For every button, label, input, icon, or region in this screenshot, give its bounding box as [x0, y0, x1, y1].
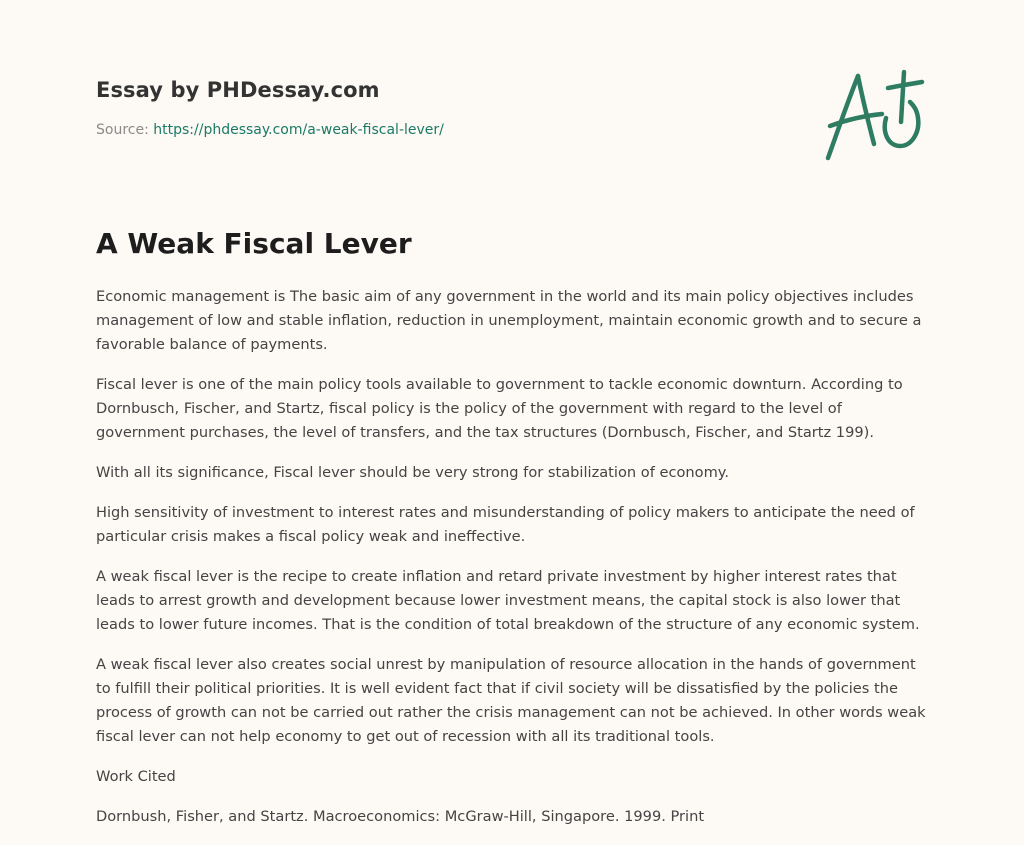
citation-entry: Dornbush, Fisher, and Startz. Macroeconomics: McGraw-Hill, Singapore. 1999. Print: [96, 808, 705, 825]
a-plus-grade-icon: [818, 66, 930, 166]
paragraph: Fiscal lever is one of the main policy tools available to government to tackle economic downturn. According to Dornbusch, Fischer, and Startz, fiscal policy is the policy of the government with regard to the level of government purchases, the level of transfers, and the tax structures (Dornbusch, Fischer, and Startz 199).: [96, 376, 903, 441]
paragraph: A weak fiscal lever also creates social unrest by manipulation of resource allocation in the hands of government to fulfill their political priorities. It is well evident fact that if civil society will be dissatisfied by the policies the process of growth can not be carried out rather the crisis management can not be achieved. In other words weak fiscal lever can not help economy to get out of recession with all its traditional tools.: [96, 656, 926, 745]
paragraph: Economic management is The basic aim of any government in the world and its main policy objectives includes management of low and stable inflation, reduction in unemployment, maintain economic growth and to secure a favorable balance of payments.: [96, 288, 922, 353]
paragraph: High sensitivity of investment to interest rates and misunderstanding of policy makers to anticipate the need of particular crisis makes a fiscal policy weak and ineffective.: [96, 504, 915, 545]
site-header: [96, 76, 696, 140]
works-cited-heading: Work Cited: [96, 768, 176, 785]
page-title: A Weak Fiscal Lever: [96, 227, 412, 260]
source-line: [96, 120, 696, 140]
a-plus-logo-svg: [818, 66, 930, 166]
paragraph: A weak fiscal lever is the recipe to create inflation and retard private investment by higher interest rates that leads to arrest growth and development because lower investment means, the capital stock is also lower that leads to lower future incomes. That is the condition of total breakdown of the structure of any economic system.: [96, 568, 920, 633]
article-body: [96, 285, 934, 845]
brand-title: Essay by PHDessay.com: [96, 78, 380, 102]
source-link[interactable]: https://phdessay.com/a-weak-fiscal-lever/: [153, 122, 444, 138]
paragraph: With all its significance, Fiscal lever should be very strong for stabilization of economy.: [96, 464, 730, 481]
source-label: Source:: [96, 122, 154, 138]
